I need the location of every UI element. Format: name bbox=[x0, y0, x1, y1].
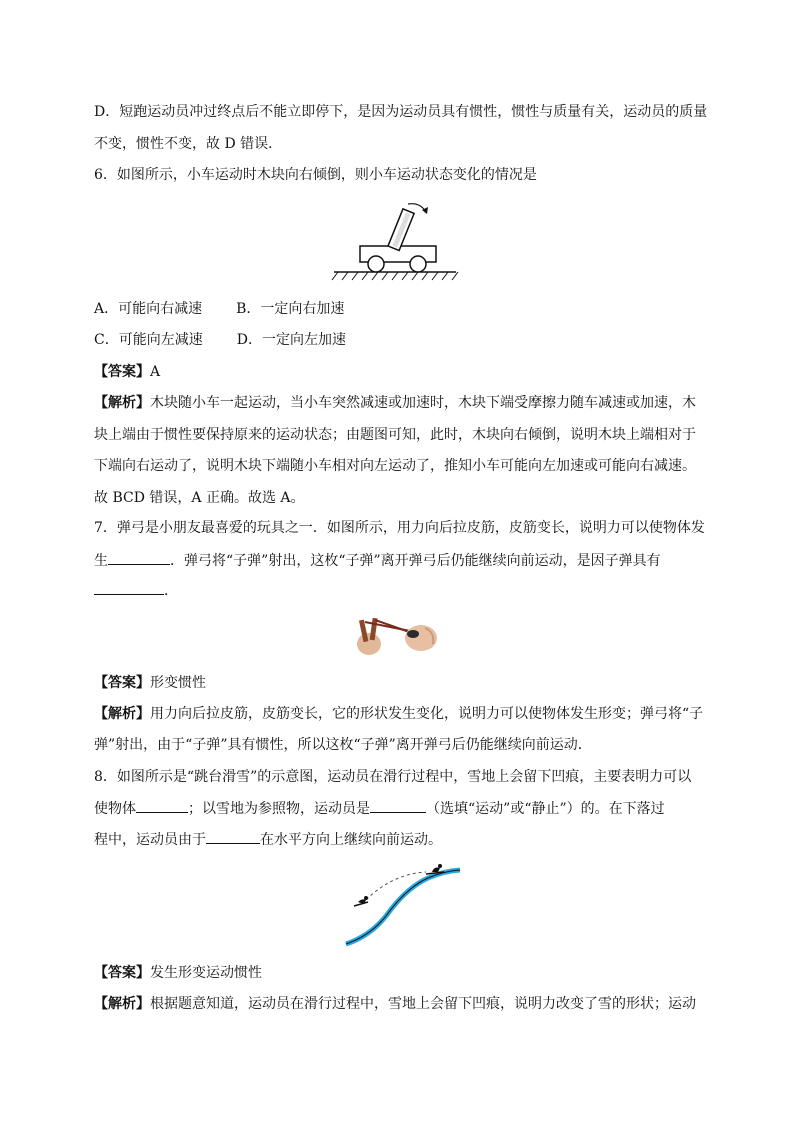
analysis-text: 用力向后拉皮筋，皮筋变长，它的形状发生变化，说明力可以使物体发生形变；弹弓将“子 bbox=[150, 706, 704, 722]
fill-blank bbox=[370, 798, 426, 813]
answer-line bbox=[94, 362, 160, 382]
text-line bbox=[94, 550, 661, 571]
text-line: 故 BCD 错误，A 正确。故选 A。 bbox=[94, 490, 305, 506]
question-6-stem: 6．如图所示，小车运动时木块向右倾倒，则小车运动状态变化的情况是 bbox=[94, 167, 537, 183]
analysis-text: 根据题意知道，运动员在滑行过程中，雪地上会留下凹痕，说明力改变了雪的形状；运动 bbox=[150, 996, 696, 1012]
fill-blank bbox=[94, 580, 164, 595]
text-line: 块上端由于惯性要保持原来的运动状态；由题图可知，此时，木块向右倾倒，说明木块上端相对于 bbox=[94, 427, 696, 443]
text-line: 弹”射出，由于“子弹”具有惯性，所以这枚“子弹”离开弹弓后仍能继续向前运动． bbox=[94, 737, 592, 753]
answer-line bbox=[94, 963, 262, 983]
analysis-label: 【解析】 bbox=[94, 395, 150, 411]
answer-label: 【答案】 bbox=[94, 364, 150, 380]
option-b: B．一定向右加速 bbox=[236, 301, 345, 317]
text-segment: ． bbox=[164, 583, 178, 599]
answer-value: A bbox=[150, 364, 161, 380]
answer-line bbox=[94, 673, 206, 693]
option-row bbox=[94, 299, 344, 319]
fill-blank bbox=[206, 829, 260, 844]
text-line: 下端向右运动了，说明木块下端随小车相对向左运动了，推知小车可能向左加速或可能向右减速。 bbox=[94, 458, 696, 474]
analysis-line bbox=[94, 704, 703, 724]
text-segment: （选填“运动”或“静止”）的。在下落过 bbox=[426, 801, 665, 817]
analysis-label: 【解析】 bbox=[94, 706, 150, 722]
text-segment: ．弹弓将“子弹”射出，这枚“子弹”离开弹弓后仍能继续向前运动，是因子弹具有 bbox=[170, 553, 661, 569]
option-row bbox=[94, 330, 346, 350]
question-7-stem: 7．弹弓是小朋友最喜爱的玩具之一．如图所示，用力向后拉皮筋，皮筋变长，说明力可以使物体发 bbox=[94, 520, 705, 536]
slingshot-image bbox=[355, 610, 443, 658]
analysis-line bbox=[94, 994, 696, 1014]
text-segment: 生 bbox=[94, 553, 108, 569]
answer-label: 【答案】 bbox=[94, 965, 150, 981]
text-line: 不变，惯性不变，故 D 错误． bbox=[94, 136, 283, 152]
question-8-stem: 8．如图所示是“跳台滑雪”的示意图，运动员在滑行过程中，雪地上会留下凹痕，主要表明力可以 bbox=[94, 769, 692, 785]
option-a: A．可能向右减速 bbox=[94, 301, 203, 317]
text-segment: 使物体 bbox=[94, 801, 136, 817]
cart-figure bbox=[330, 196, 460, 284]
answer-label: 【答案】 bbox=[94, 675, 150, 691]
analysis-text: 木块随小车一起运动，当小车突然减速或加速时，木块下端受摩擦力随车减速或加速，木 bbox=[150, 395, 696, 411]
text-line bbox=[94, 798, 665, 819]
analysis-line bbox=[94, 393, 696, 413]
analysis-label: 【解析】 bbox=[94, 996, 150, 1012]
fill-blank bbox=[108, 550, 170, 565]
answer-value: 发生形变运动惯性 bbox=[150, 965, 262, 981]
option-c: C．可能向左减速 bbox=[94, 332, 203, 348]
answer-value: 形变惯性 bbox=[150, 675, 206, 691]
text-segment: 程中，运动员由于 bbox=[94, 832, 206, 848]
text-line bbox=[94, 580, 178, 601]
text-line: D．短跑运动员冲过终点后不能立即停下，是因为运动员具有惯性，惯性与质量有关，运动员的质量 bbox=[94, 104, 708, 120]
text-segment: 在水平方向上继续向前运动。 bbox=[260, 832, 442, 848]
text-line bbox=[94, 829, 442, 850]
fill-blank bbox=[136, 798, 188, 813]
option-d: D．一定向左加速 bbox=[236, 332, 346, 348]
ski-jump-figure bbox=[340, 862, 462, 948]
text-segment: ；以雪地为参照物，运动员是 bbox=[188, 801, 370, 817]
